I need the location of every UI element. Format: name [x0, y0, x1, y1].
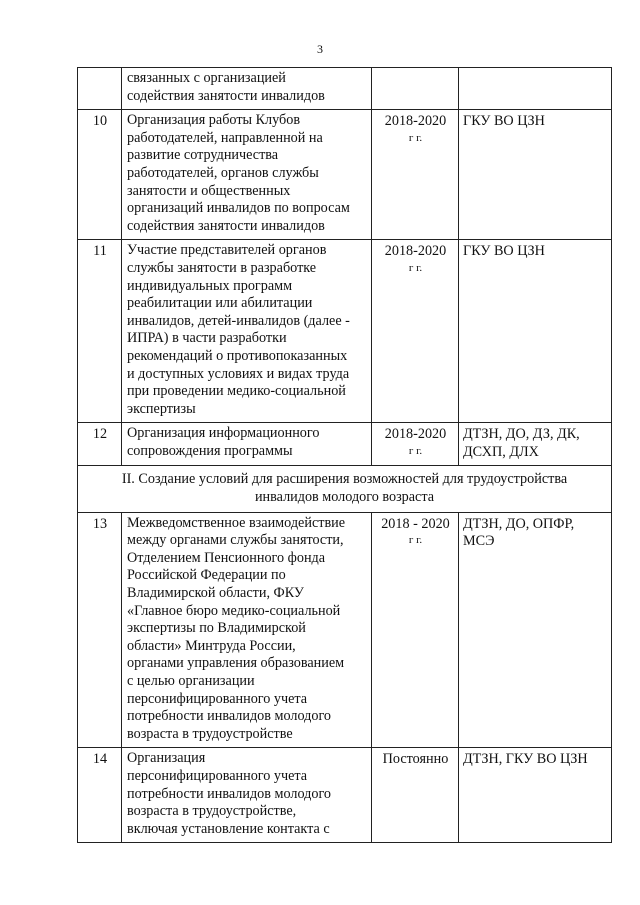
activity-line: службы занятости в разработке	[127, 259, 317, 276]
responsible-executors	[459, 110, 612, 240]
activity-line: Владимирской области, ФКУ	[127, 585, 304, 602]
table-row	[78, 110, 612, 240]
activity-description	[122, 512, 372, 748]
table-row	[78, 240, 612, 423]
period-cell	[372, 68, 459, 110]
activity-line: потребности инвалидов молодого	[127, 785, 332, 802]
activity-description	[122, 748, 372, 843]
activity-line: включая установление контакта с	[127, 820, 330, 837]
activity-description	[122, 110, 372, 240]
table-body	[78, 68, 612, 843]
table-row	[78, 512, 612, 748]
section-title	[78, 466, 612, 512]
activity-line: персонифицированного учета	[127, 767, 308, 784]
activity-line: содействия занятости инвалидов	[127, 87, 325, 104]
activity-line: возраста в трудоустройстве,	[127, 803, 297, 820]
responsible-line: ДТЗН, ДО, ОПФР,	[463, 515, 575, 532]
activity-line: с целью организации	[127, 673, 255, 689]
table-row	[78, 423, 612, 466]
period-cell	[372, 240, 459, 423]
page-number: 3	[317, 42, 323, 56]
activity-line: занятости и общественных	[127, 182, 291, 199]
activity-line: сопровождения программы	[127, 442, 293, 459]
period-years: Постоянно	[382, 751, 449, 768]
activity-line: персонифицированного учета	[127, 690, 308, 707]
activity-line: индивидуальных программ	[127, 277, 293, 294]
responsible-line: ДТЗН, ДО, ДЗ, ДК,	[463, 426, 580, 443]
responsible-executors	[459, 512, 612, 748]
row-number	[78, 68, 122, 110]
responsible-executors	[459, 423, 612, 466]
activity-line: инвалидов, детей-инвалидов (далее -	[127, 312, 350, 329]
row-number: 12	[78, 423, 122, 466]
activity-line: Организация информационного	[127, 425, 320, 442]
activity-line: Отделением Пенсионного фонда	[127, 549, 326, 566]
activity-line: содействия занятости инвалидов	[127, 217, 325, 234]
period-unit: г г.	[408, 534, 423, 547]
section-title-line: инвалидов молодого возраста	[254, 489, 435, 506]
table-row	[78, 748, 612, 843]
responsible-executors	[459, 748, 612, 843]
period-unit: г г.	[408, 261, 423, 274]
responsible-line: ГКУ ВО ЦЗН	[463, 113, 545, 130]
period-cell	[372, 110, 459, 240]
activity-description	[122, 68, 372, 110]
row-number: 14	[78, 748, 122, 843]
activity-line: развитие сотрудничества	[127, 147, 279, 164]
section-header-row	[78, 466, 612, 512]
activity-line: и доступных условиях и видах труда	[127, 365, 350, 382]
program-table	[77, 67, 612, 843]
activity-line: органами управления образованием	[127, 655, 345, 672]
activity-line: реабилитации или абилитации	[127, 295, 313, 312]
period-cell	[372, 748, 459, 843]
row-number: 11	[78, 240, 122, 423]
activity-line: экспертизы	[127, 400, 196, 417]
period-unit: г г.	[408, 131, 423, 144]
activity-description	[122, 423, 372, 466]
activity-line: Участие представителей органов	[127, 242, 327, 259]
activity-line: Межведомственное взаимодействие	[127, 514, 346, 531]
responsible-line: ГКУ ВО ЦЗН	[463, 243, 545, 260]
responsible-line: ДСХП, ДЛХ	[463, 443, 539, 460]
activity-line: рекомендаций о противопоказанных	[127, 347, 348, 364]
activity-line: организаций инвалидов по вопросам	[127, 200, 350, 217]
activity-line: работодателей, органов службы	[127, 164, 319, 181]
responsible-line: ДТЗН, ГКУ ВО ЦЗН	[463, 751, 588, 768]
responsible-line: МСЭ	[463, 533, 495, 550]
activity-line: связанных с организацией	[127, 70, 286, 86]
period-years: 2018 - 2020	[381, 515, 450, 532]
activity-line: между органами службы занятости,	[127, 532, 344, 549]
row-number: 13	[78, 512, 122, 748]
period-cell	[372, 512, 459, 748]
activity-line: области» Минтруда России,	[127, 637, 296, 654]
activity-description	[122, 240, 372, 423]
activity-line: Организация	[127, 750, 206, 767]
activity-line: Организация работы Клубов	[127, 112, 301, 129]
activity-line: возраста в трудоустройстве	[127, 725, 293, 742]
period-years: 2018-2020	[384, 113, 447, 130]
section-title-line: II. Создание условий для расширения возможностей для трудоустройства	[121, 471, 568, 488]
activity-line: Российской Федерации по	[127, 567, 286, 584]
activity-line: «Главное бюро медико-социальной	[127, 602, 341, 619]
activity-line: ИПРА) в части разработки	[127, 330, 287, 347]
period-years: 2018-2020	[384, 426, 447, 443]
period-years: 2018-2020	[384, 243, 447, 260]
row-number: 10	[78, 110, 122, 240]
activity-line: работодателей, направленной на	[127, 129, 323, 146]
responsible-executors	[459, 240, 612, 423]
table-row	[78, 68, 612, 110]
activity-line: экспертизы по Владимирской	[127, 620, 306, 637]
activity-line: при проведении медико-социальной	[127, 383, 346, 400]
period-cell	[372, 423, 459, 466]
period-unit: г г.	[408, 444, 423, 457]
responsible-executors	[459, 68, 612, 110]
activity-line: потребности инвалидов молодого	[127, 708, 332, 725]
